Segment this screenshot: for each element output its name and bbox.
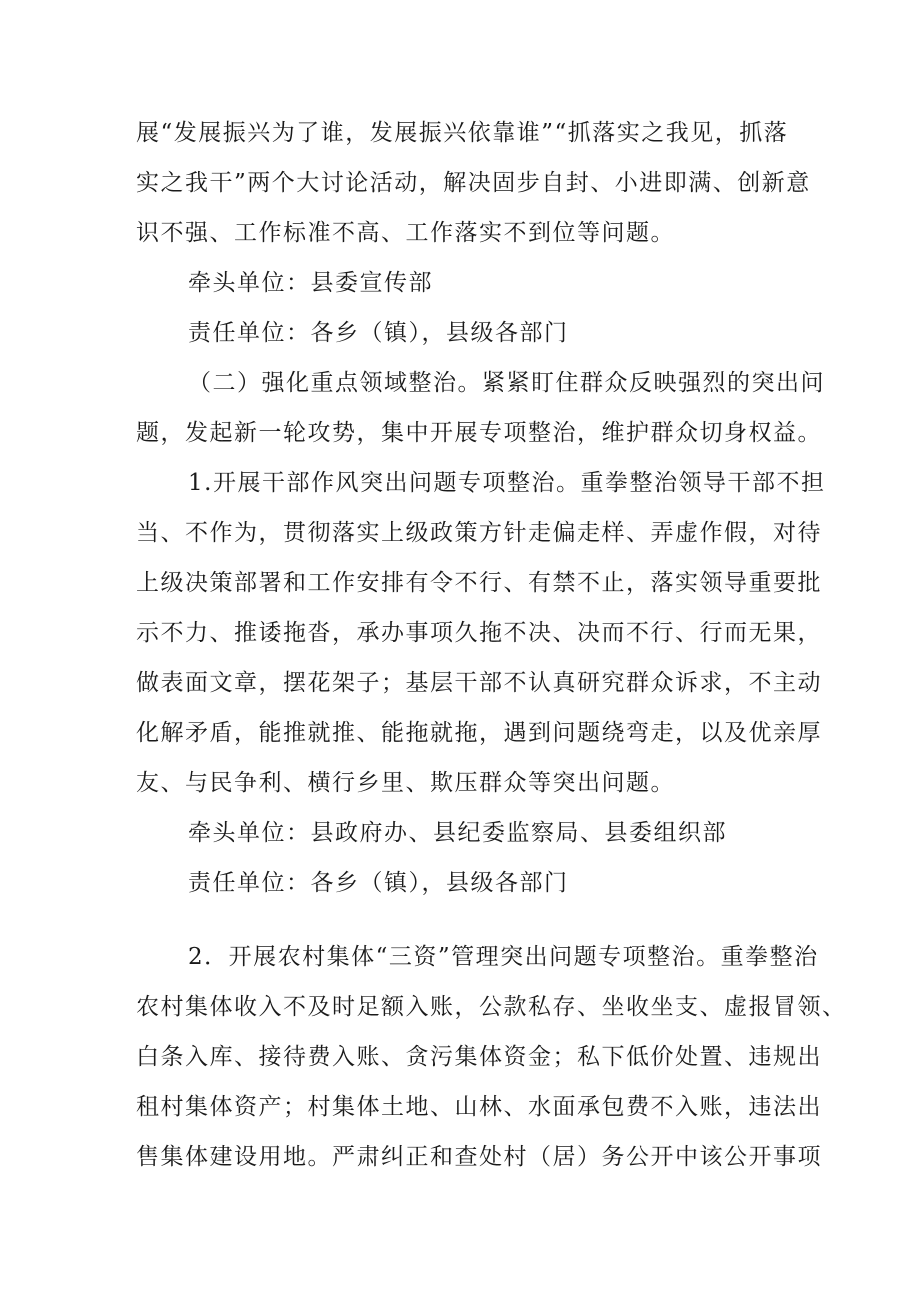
text-line: 友、与民争利、横行乡里、欺压群众等突出问题。 xyxy=(136,770,675,796)
text-line: 租村集体资产；村集体土地、山林、水面承包费不入账，违法出 xyxy=(136,1094,822,1120)
text-line: 识不强、工作标准不高、工作落实不到位等问题。 xyxy=(136,220,675,246)
text-line: 题，发起新一轮攻势，集中开展专项整治，维护群众切身权益。 xyxy=(136,420,822,446)
lead-unit-line: 牵头单位：县政府办、县纪委监察局、县委组织部 xyxy=(188,820,727,846)
text-line: 示不力、推诿拖沓，承办事项久拖不决、决而不行、行而无果， xyxy=(136,620,822,646)
text-line: 白条入库、接待费入账、贪污集体资金；私下低价处置、违规出 xyxy=(136,1044,822,1070)
responsible-unit-line: 责任单位：各乡（镇），县级各部门 xyxy=(188,870,569,896)
item-heading-line: 2．开展农村集体“三资”管理突出问题专项整治。重拳整治 xyxy=(188,944,819,970)
text-line: 上级决策部署和工作安排有令不行、有禁不止，落实领导重要批 xyxy=(136,570,822,596)
item-heading-line: 1.开展干部作风突出问题专项整治。重拳整治领导干部不担 xyxy=(188,470,826,496)
lead-unit-line: 牵头单位：县委宣传部 xyxy=(188,270,433,296)
text-line: 售集体建设用地。严肃纠正和查处村（居）务公开中该公开事项 xyxy=(136,1144,822,1170)
document-body xyxy=(136,108,847,1182)
responsible-unit-line: 责任单位：各乡（镇），县级各部门 xyxy=(188,320,569,346)
text-line: 展“发展振兴为了谁，发展振兴依靠谁”“抓落实之我见，抓落 xyxy=(136,120,789,146)
text-line: 当、不作为，贯彻落实上级政策方针走偏走样、弄虚作假，对待 xyxy=(136,520,822,546)
text-line: 做表面文章，摆花架子；基层干部不认真研究群众诉求，不主动 xyxy=(136,670,822,696)
section-heading-line: （二）强化重点领域整治。紧紧盯住群众反映强烈的突出问 xyxy=(188,370,825,396)
paragraph-gap xyxy=(136,908,792,932)
text-line: 实之我干”两个大讨论活动，解决固步自封、小进即满、创新意 xyxy=(136,170,811,196)
text-line: 农村集体收入不及时足额入账，公款私存、坐收坐支、虚报冒领、 xyxy=(136,994,847,1020)
text-line: 化解矛盾，能推就推、能拖就拖，遇到问题绕弯走，以及优亲厚 xyxy=(136,720,822,746)
